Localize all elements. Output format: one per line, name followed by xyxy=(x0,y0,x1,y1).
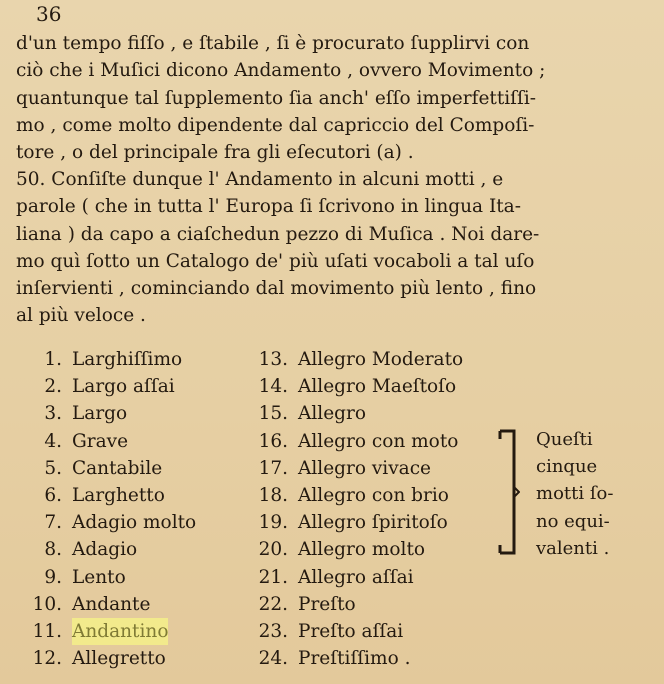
note-line: Queſti xyxy=(536,429,593,450)
entry-term: Cantabile xyxy=(72,457,163,479)
paragraph-line: inſervienti , cominciando dal movimento più lento , fino xyxy=(16,278,537,300)
entry-number: 10. xyxy=(32,593,62,615)
catalog-entry xyxy=(254,482,463,509)
catalog-column-right xyxy=(254,346,463,672)
catalog-column-left xyxy=(30,346,196,672)
entry-term: Preſto aſſai xyxy=(298,621,404,643)
catalog-entry xyxy=(254,373,463,400)
catalog-entry xyxy=(254,564,463,591)
entry-number: 8. xyxy=(44,539,62,561)
catalog-entry xyxy=(30,482,196,509)
entry-term: Allegro vivace xyxy=(298,457,432,479)
catalog-entry xyxy=(254,509,463,536)
paragraph-line: d'un tempo fiſſo , e ſtabile , ſi è procurato ſupplirvi con xyxy=(16,33,530,54)
entry-number: 5. xyxy=(44,457,62,479)
entry-number: 18. xyxy=(258,485,288,507)
entry-term: Lento xyxy=(72,566,126,588)
entry-term: Allegro Maeſtoſo xyxy=(298,376,457,398)
bracket-note xyxy=(536,426,613,562)
catalog-entry xyxy=(254,400,463,427)
entry-term: Allegro xyxy=(298,403,366,425)
catalog-entry xyxy=(30,373,196,400)
paragraph-line: quantunque tal ſupplemento ſia anch' eſſo imperfettiſſi- xyxy=(16,87,537,109)
entry-term: Allegretto xyxy=(72,648,166,670)
entry-number: 12. xyxy=(32,648,62,670)
catalog-entry xyxy=(254,455,463,482)
entry-term: Allegro con moto xyxy=(298,430,459,452)
entry-number: 15. xyxy=(258,403,288,425)
entry-term: Allegro con brio xyxy=(298,485,449,507)
catalog-entry xyxy=(30,455,196,482)
paragraph-2 xyxy=(16,166,642,330)
catalog-entry xyxy=(254,645,463,672)
entry-number: 1. xyxy=(44,349,62,370)
catalog-entry xyxy=(30,509,196,536)
entry-term: Larghiſſimo xyxy=(72,349,183,370)
note-line: motti ſo- xyxy=(536,483,614,505)
catalog-entry xyxy=(254,618,463,645)
entry-term: Allegro ſpiritoſo xyxy=(298,512,448,534)
entry-number: 20. xyxy=(258,539,288,561)
catalog-entry xyxy=(30,591,196,618)
catalog-entry xyxy=(30,645,196,672)
note-line: no equi- xyxy=(536,510,610,532)
paragraph-line: mo , come molto dipendente dal capriccio del Compoſi- xyxy=(16,114,535,136)
entry-term: Allegro molto xyxy=(298,539,426,561)
entry-number: 9. xyxy=(44,566,62,588)
catalog-entry xyxy=(254,536,463,563)
paragraph-1 xyxy=(16,30,642,166)
paragraph-line: parole ( che in tutta l' Europa ſi ſcrivono in lingua Ita- xyxy=(16,196,521,218)
entry-number: 13. xyxy=(258,349,288,370)
entry-number: 24. xyxy=(258,648,288,670)
entry-number: 16. xyxy=(258,430,288,452)
paragraph-line: ciò che i Muſici dicono Andamento , ovvero Movimento ; xyxy=(16,60,546,82)
entry-number: 22. xyxy=(258,593,288,615)
entry-number: 19. xyxy=(258,512,288,534)
entry-term: Grave xyxy=(72,430,129,452)
entry-number: 4. xyxy=(44,430,62,452)
note-line: valenti . xyxy=(536,537,610,559)
catalog-entry xyxy=(30,400,196,427)
page-number: 36 xyxy=(36,2,62,26)
paragraph-line: 50. Conſiſte dunque l' Andamento in alcuni motti , e xyxy=(16,169,504,190)
entry-term: Adagio xyxy=(72,539,138,561)
entry-number: 14. xyxy=(258,376,288,398)
paragraph-line: al più veloce . xyxy=(16,305,146,327)
catalog-entry xyxy=(30,346,196,373)
entry-number: 3. xyxy=(44,403,62,425)
note-line: cinque xyxy=(536,456,598,478)
catalog-entry xyxy=(30,428,196,455)
entry-term: Andante xyxy=(72,593,151,615)
catalog-entry xyxy=(30,618,196,645)
paragraph-line: liana ) da capo a ciaſchedun pezzo di Muſica . Noi dare- xyxy=(16,223,540,245)
catalog-entry xyxy=(30,564,196,591)
entry-term: Larghetto xyxy=(72,485,165,507)
entry-term: Largo aſſai xyxy=(72,376,175,398)
catalog-entry xyxy=(254,346,463,373)
entry-term: Allegro aſſai xyxy=(298,566,414,588)
entry-number: 23. xyxy=(258,621,288,643)
entry-number: 7. xyxy=(44,512,62,534)
paragraph-line: tore , o del principale fra gli eſecutori (a) . xyxy=(16,142,414,164)
catalog-entry xyxy=(254,428,463,455)
entry-number: 21. xyxy=(258,566,288,588)
entry-number: 11. xyxy=(32,621,62,643)
entry-term: Largo xyxy=(72,403,128,425)
entry-term: Allegro Moderato xyxy=(298,349,464,370)
entry-term: Preſtiſſimo . xyxy=(298,648,411,670)
entry-term: Adagio molto xyxy=(72,512,197,534)
catalog-entry xyxy=(254,591,463,618)
entry-term: Preſto xyxy=(298,593,356,615)
entry-number: 2. xyxy=(44,376,62,398)
entry-number: 6. xyxy=(44,485,62,507)
entry-number: 17. xyxy=(258,457,288,479)
highlighted-term: Andantino xyxy=(72,618,168,645)
catalog-entry xyxy=(30,536,196,563)
paragraph-line: mo quì ſotto un Catalogo de' più uſati vocaboli a tal uſo xyxy=(16,250,535,272)
square-bracket-icon xyxy=(496,427,520,557)
